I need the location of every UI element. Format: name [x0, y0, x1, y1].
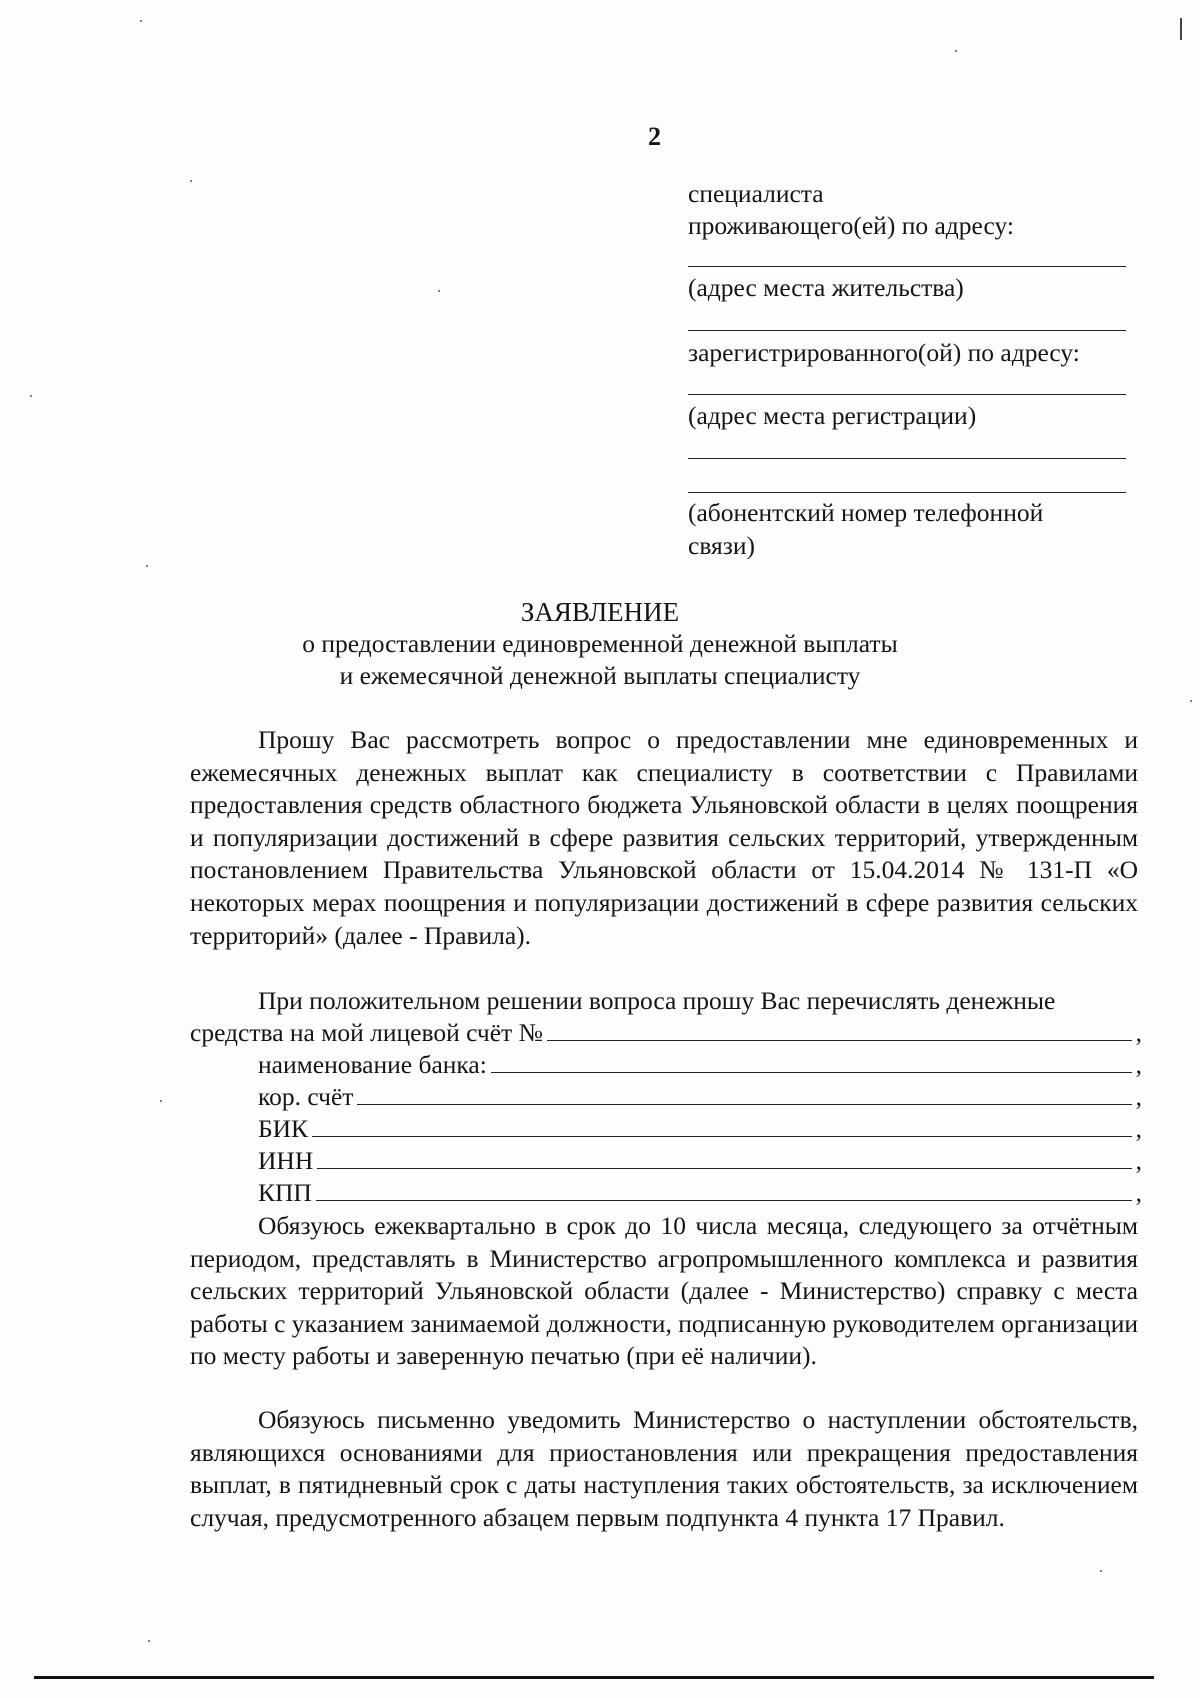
comma: ,	[1135, 1114, 1142, 1143]
notification-obligation-paragraph: Обязуюсь письменно уведомить Министерство о наступлении обстоятельств, являющихся основаниями для приостановления или прекращения предоставления выплат, в пятидневный срок с даты наступления таких обстоятельств, за исключением случая, предусмотренного абзацем первым подпункта 4 пункта 17 Правил.	[190, 1405, 1138, 1532]
account-number-row	[190, 1017, 1142, 1049]
scan-speck	[955, 50, 957, 52]
bik-row	[258, 1113, 1142, 1145]
residence-address-hint: (адрес места жительства)	[688, 273, 964, 302]
comma: ,	[1135, 1050, 1142, 1079]
correspondent-account-row	[258, 1081, 1142, 1113]
quarterly-obligation-paragraph: Обязуюсь ежеквартально в срок до 10 числа месяца, следующего за отчётным периодом, представлять в Министерство агропромышленного комплекса и развития сельских территорий Ульяновской области (далее - Министерство) справку с места работы с указанием занимаемой должности, подписанную руководителем организации по месту работы и заверенную печатью (при её наличии).	[190, 1211, 1138, 1371]
registration-address-line-2[interactable]	[688, 458, 1126, 459]
request-paragraph: Прошу Вас рассмотреть вопрос о предоставлении мне единовременных и ежемесячных денежных выплат как специалисту в соответствии с Правилами предоставления средств областного бюджета Ульяновской области в целях поощрения и популяризации достижений в сфере развития сельских территорий, утвержденным постановлением Правительства Ульяновской области от 15.04.2014 № 131-П «О некоторых мерах поощрения и популяризации достижений в сфере развития сельских территорий» (далее - Правила).	[190, 725, 1138, 950]
scan-speck	[160, 1100, 162, 1102]
bik-label: БИК	[258, 1114, 309, 1143]
comma: ,	[1135, 1082, 1142, 1111]
scan-edge-mark	[1180, 18, 1182, 40]
bik-field[interactable]	[312, 1114, 1132, 1137]
scan-speck	[190, 180, 192, 182]
header-residing-address-label: проживающего(ей) по адресу:	[688, 211, 1014, 240]
scan-speck	[146, 565, 148, 567]
kpp-field[interactable]	[316, 1178, 1132, 1201]
correspondent-account-field[interactable]	[357, 1082, 1131, 1105]
scan-speck	[1190, 700, 1192, 702]
inn-row	[258, 1145, 1142, 1177]
account-number-field[interactable]	[547, 1018, 1132, 1041]
registration-address-hint: (адрес места регистрации)	[688, 401, 977, 430]
bank-name-row	[258, 1049, 1142, 1081]
scan-speck	[148, 1640, 150, 1642]
inn-field[interactable]	[317, 1146, 1131, 1169]
page-number: 2	[648, 122, 661, 151]
bank-name-field[interactable]	[491, 1050, 1132, 1073]
bottom-divider	[34, 1676, 1154, 1679]
residence-address-line[interactable]	[688, 266, 1126, 267]
phone-number-line[interactable]	[688, 492, 1126, 493]
scan-speck	[1100, 1570, 1102, 1572]
registration-address-line[interactable]	[688, 394, 1126, 395]
header-specialist: специалиста	[688, 179, 824, 208]
scan-speck	[140, 20, 142, 22]
scan-speck	[438, 290, 440, 292]
comma: ,	[1135, 1146, 1142, 1175]
document-subtitle-line-1: о предоставлении единовременной денежной выплаты	[302, 629, 898, 658]
account-number-label: средства на мой лицевой счёт №	[190, 1018, 543, 1047]
residence-address-line-2[interactable]	[688, 330, 1126, 331]
document-subtitle-line-2: и ежемесячной денежной выплаты специалисту	[339, 661, 861, 690]
header-registered-address-label: зарегистрированного(ой) по адресу:	[688, 338, 1080, 367]
comma: ,	[1135, 1178, 1142, 1207]
inn-label: ИНН	[258, 1146, 314, 1175]
kpp-label: КПП	[258, 1178, 312, 1207]
document-title: ЗАЯВЛЕНИЕ	[520, 597, 680, 627]
transfer-request-paragraph: При положительном решении вопроса прошу Вас перечислять денежные	[258, 986, 1056, 1015]
phone-number-hint: (абонентский номер телефонной связи)	[688, 498, 1044, 560]
kpp-row	[258, 1177, 1142, 1209]
correspondent-account-label: кор. счёт	[258, 1082, 354, 1111]
scan-speck	[30, 395, 32, 397]
comma: ,	[1135, 1018, 1142, 1047]
bank-name-label: наименование банка:	[258, 1050, 487, 1079]
